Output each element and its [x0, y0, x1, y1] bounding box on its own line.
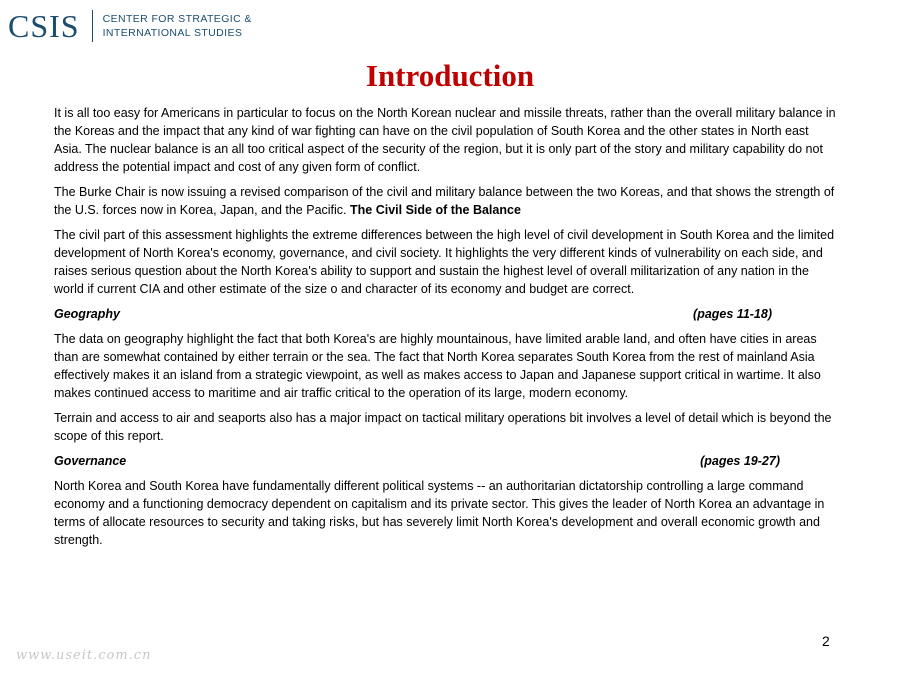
org-name-line2: INTERNATIONAL STUDIES — [102, 27, 243, 39]
section-geography-label: Geography — [54, 307, 120, 321]
csis-header — [8, 8, 252, 44]
paragraph-terrain: Terrain and access to air and seaports also has a major impact on tactical military operations bit involves a level of detail which is beyond the scope of this report. — [54, 411, 832, 443]
section-governance — [54, 452, 836, 470]
section-governance-label: Governance — [54, 454, 127, 468]
section-geography — [54, 305, 836, 323]
slide-title: Introduction — [365, 58, 535, 93]
page-number: 2 — [822, 633, 830, 649]
burke-chair-text: The Burke Chair is now issuing a revised comparison of the civil and military balance between the two Koreas, and that shows the strength of the U.S. forces now in Korea, Japan, and the Pacific. — [54, 185, 835, 217]
paragraph-civil-assessment: The civil part of this assessment highlights the extreme differences between the high level of civil development in South Korea and the limited development of North Korea's economy, governance, and civil society. It highlights the very different kinds of vulnerability on each side, and raises serious question about the North Korea's ability to support and sustain the highest level of overall militarization of any nation in the world if current CIA and other estimate of the size o and character of its economy and budget are correct. — [54, 228, 835, 296]
section-geography-pages: (pages 11-18) — [693, 307, 772, 321]
paragraph-intro: It is all too easy for Americans in particular to focus on the North Korean nuclear and missile threats, rather than the overall military balance in the Koreas and the impact that any kind of war fighting can have on the civil population of South Korea and the other states in North east Asia. The nuclear balance is an all too critical aspect of the security of the region, but it is only part of the story and military capability do not address the potential impact and cost of any given form of conflict. — [54, 106, 836, 174]
section-governance-pages: (pages 19-27) — [700, 454, 780, 468]
slide-body — [54, 104, 836, 556]
civil-side-heading: The Civil Side of the Balance — [350, 203, 521, 217]
org-name — [103, 12, 252, 40]
watermark: www.useit.com.cn — [16, 648, 152, 663]
paragraph-geography: The data on geography highlight the fact that both Korea's are highly mountainous, have limited arable land, and often have cities in areas than are somewhat contained by either terrain or the sea. The fact that North Korea separates South Korea from the rest of mainland Asia effectively makes it an island from a strategic viewpoint, as well as makes access to Japan and Japanese support critical in wartime. It also makes continued access to maritime and air traffic critical to the operation of its large, modern economy. — [54, 332, 821, 400]
csis-logo: CSIS — [8, 8, 80, 44]
logo-divider — [92, 10, 93, 42]
paragraph-burke-chair — [54, 183, 836, 219]
org-name-line1: CENTER FOR STRATEGIC & — [102, 13, 252, 25]
paragraph-governance: North Korea and South Korea have fundamentally different political systems -- an authoritarian dictatorship controlling a large command economy and a functioning democracy dependent on capitalism and its private sector. This gives the leader of North Korea an advantage in terms of allocate resources to security and taking risks, but has severely limit North Korea's development and overall economic growth and strength. — [54, 479, 825, 547]
